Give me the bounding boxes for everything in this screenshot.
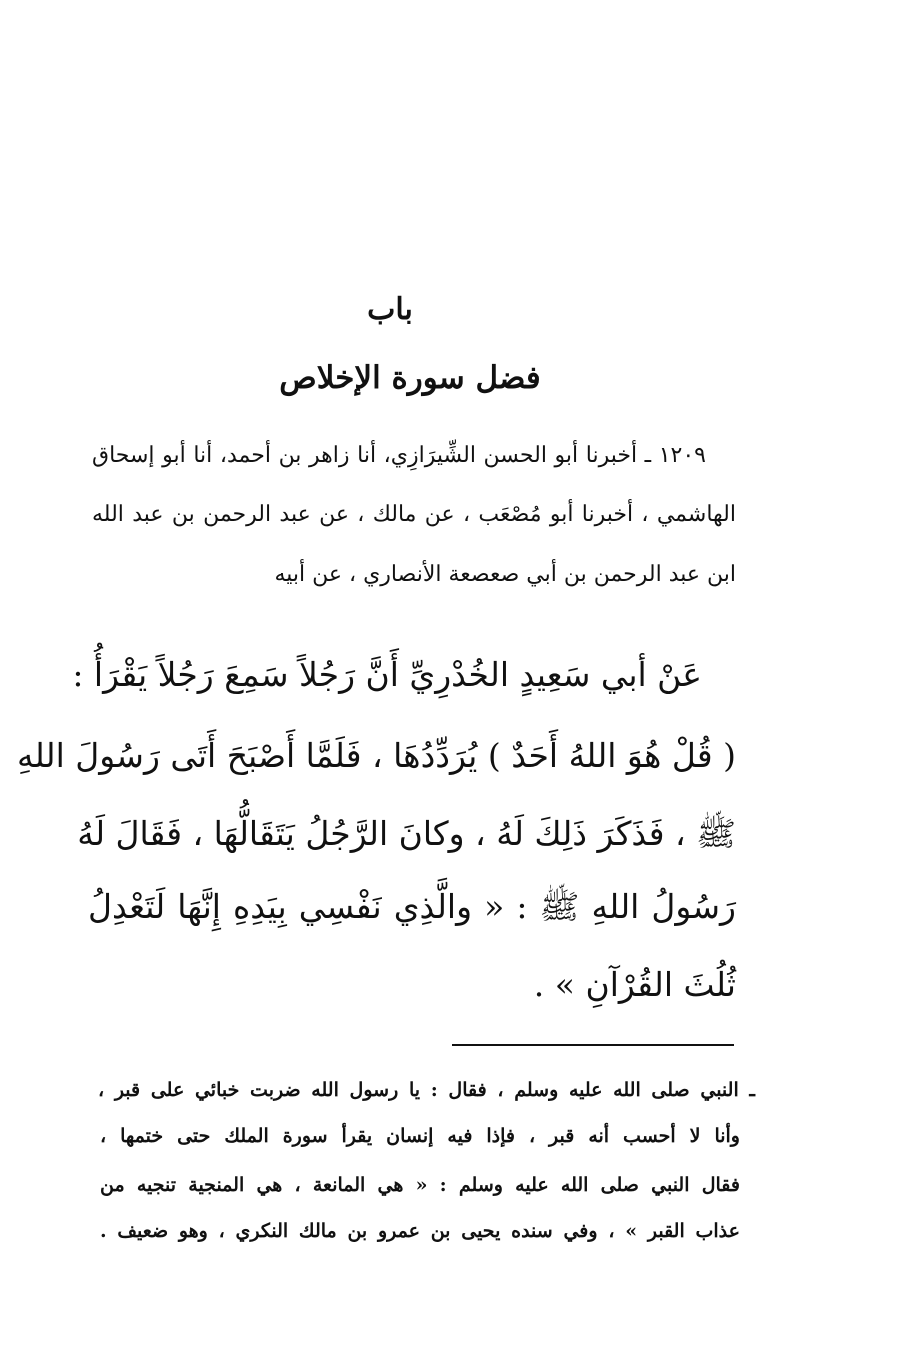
footnote-line: وأنا لا أحسب أنه قبر ، فإذا فيه إنسان يقرأ سورة الملك حتى ختمها ، bbox=[100, 1125, 740, 1147]
footnote-separator bbox=[452, 1044, 734, 1046]
isnad-line: ١٢٠٩ ـ أخبرنا أبو الحسن الشِّيرَازِي، أنا زاهر بن أحمد، أنا أبو إسحاق bbox=[92, 443, 706, 468]
isnad-line: الهاشمي ، أخبرنا أبو مُصْعَب ، عن مالك ، عن عبد الرحمن بن عبد الله bbox=[92, 502, 736, 527]
hadith-text-line: ثُلُثَ القُرْآنِ » . bbox=[533, 965, 736, 1004]
isnad-line: ابن عبد الرحمن بن أبي صعصعة الأنصاري ، عن أبيه bbox=[274, 562, 736, 587]
footnote-line: ـ النبي صلى الله عليه وسلم ، فقال : يا رسول الله ضربت خبائي على قبر ، bbox=[98, 1079, 755, 1101]
footnote-line: فقال النبي صلى الله عليه وسلم : « هي المانعة ، هي المنجية تنجيه من bbox=[100, 1174, 740, 1196]
chapter-heading: باب bbox=[367, 292, 413, 327]
hadith-text-line: ( قُلْ هُوَ اللهُ أَحَدٌ ) يُرَدِّدُهَا ، فَلَمَّا أَصْبَحَ أَتَى رَسُولَ اللهِ bbox=[16, 736, 736, 775]
chapter-title: فضل سورة الإخلاص bbox=[279, 360, 541, 396]
hadith-text-line: عَنْ أبي سَعِيدٍ الخُدْرِيِّ أَنَّ رَجُلاً سَمِعَ رَجُلاً يَقْرَأُ : bbox=[72, 655, 702, 694]
hadith-text-line: رَسُولُ اللهِ ﷺ : « والَّذِي نَفْسِي بِيَدِهِ إِنَّهَا لَتَعْدِلُ bbox=[88, 887, 736, 926]
hadith-text-line: ﷺ ، فَذَكَرَ ذَلِكَ لَهُ ، وكانَ الرَّجُلُ يَتَقَالُّهَا ، فَقَالَ لَهُ bbox=[77, 814, 736, 853]
footnote-line: عذاب القبر » ، وفي سنده يحيى بن عمرو بن مالك النكري ، وهو ضعيف . bbox=[100, 1220, 740, 1242]
